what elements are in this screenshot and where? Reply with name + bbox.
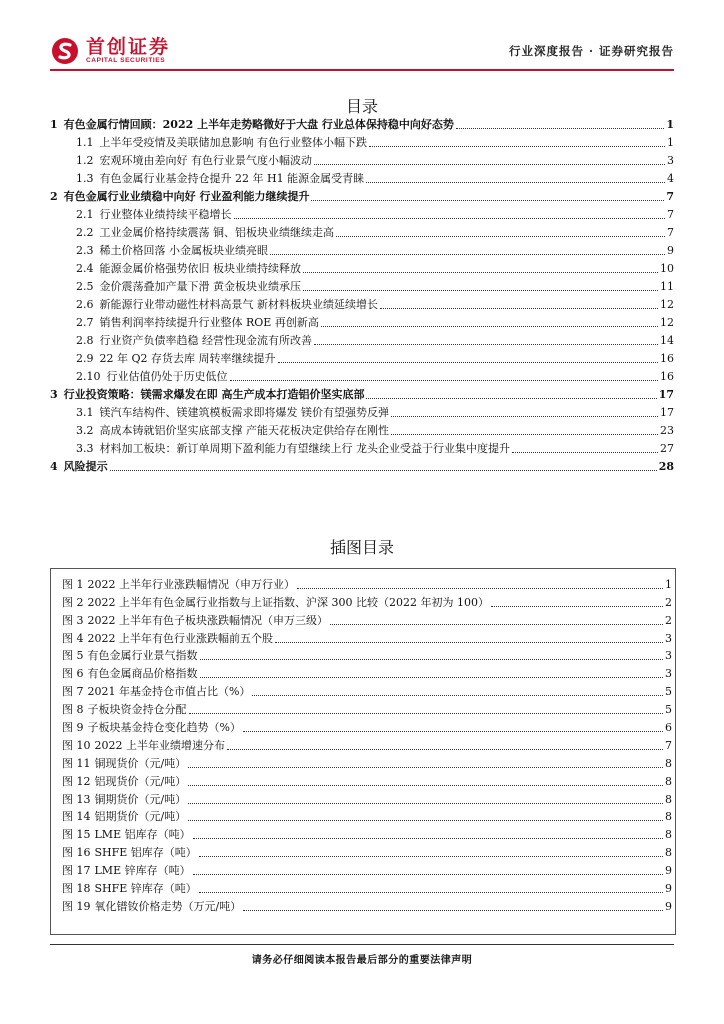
figure-entry[interactable] (62, 663, 672, 681)
toc-entry[interactable] (50, 312, 674, 330)
page-number: 17 (660, 406, 674, 419)
dot-leader (314, 164, 665, 165)
toc-entry-number: 3.2 (76, 424, 94, 437)
figure-number: 图 1 (62, 577, 84, 591)
dot-leader (456, 128, 664, 129)
page-number: 7 (665, 738, 672, 752)
toc-entry-title: 能源金属价格强势依旧 板块业绩持续释放 (99, 262, 301, 275)
page-number: 12 (660, 316, 674, 329)
page-number: 12 (660, 298, 674, 311)
toc-entry-number: 1.2 (76, 154, 94, 167)
page-number: 3 (665, 667, 672, 681)
toc-entry-title: 行业估值仍处于历史低位 (106, 370, 228, 383)
toc-entry-title: 稀土价格回落 小金属板块业绩亮眼 (99, 244, 268, 257)
dot-leader (188, 785, 663, 786)
page-header (50, 36, 674, 68)
toc-entry-number: 1.3 (76, 172, 94, 185)
page-number: 1 (665, 577, 672, 591)
dot-leader (270, 254, 665, 255)
figure-entry[interactable] (62, 771, 672, 789)
dot-leader (199, 856, 663, 857)
header-divider (50, 69, 674, 71)
toc-entry[interactable] (50, 366, 674, 384)
toc-entry[interactable] (50, 204, 674, 222)
figure-number: 图 11 (62, 756, 91, 770)
figure-entry[interactable] (62, 753, 672, 771)
page-number: 3 (667, 154, 674, 167)
toc-entry-number: 2.8 (76, 334, 94, 347)
page-number: 5 (665, 703, 672, 717)
toc-entry-title: 22 年 Q2 存货去库 周转率继续提升 (99, 352, 276, 365)
logo-s-icon (50, 36, 80, 66)
figure-number: 图 4 (62, 631, 84, 645)
figure-entry[interactable] (62, 592, 672, 610)
toc-entry-title: 有色金属行业基金持仓提升 22 年 H1 能源金属受青睐 (99, 172, 365, 185)
figure-title: 有色金属行业景气指数 (87, 649, 198, 663)
page-number: 1 (666, 118, 674, 131)
figure-number: 图 9 (62, 721, 84, 735)
figure-list (62, 574, 672, 914)
toc-entry-number: 3.3 (76, 442, 94, 455)
toc-entry-number: 4 (50, 460, 58, 473)
figure-number: 图 13 (62, 792, 91, 806)
figure-title: 2022 上半年业绩增速分布 (94, 738, 225, 752)
toc-entry[interactable] (50, 222, 674, 240)
dot-leader (380, 308, 658, 309)
dot-leader (491, 606, 663, 607)
page-number: 9 (665, 864, 672, 878)
figure-title: 2022 上半年有色子板块涨跌幅情况（申万三级） (87, 613, 328, 627)
page-number: 27 (660, 442, 674, 455)
figure-number: 图 12 (62, 774, 91, 788)
figure-number: 图 10 (62, 738, 91, 752)
toc-entry-title: 新能源行业带动磁性材料高景气 新材料板块业绩延续增长 (99, 298, 378, 311)
figure-number: 图 7 (62, 685, 84, 699)
page-number: 28 (658, 460, 674, 473)
dot-leader (252, 695, 663, 696)
dot-leader (330, 624, 663, 625)
dot-leader (391, 416, 658, 417)
figure-number: 图 16 (62, 846, 91, 860)
toc-entry-number: 3.1 (76, 406, 94, 419)
page-number: 2 (665, 595, 672, 609)
page-number: 16 (660, 352, 674, 365)
page-number: 9 (667, 244, 674, 257)
toc-entry[interactable] (50, 276, 674, 294)
toc-entry-number: 2.6 (76, 298, 94, 311)
page-number: 6 (665, 721, 672, 735)
figure-number: 图 5 (62, 649, 84, 663)
figure-entry[interactable] (62, 878, 672, 896)
toc-entry-number: 2.3 (76, 244, 94, 257)
dot-leader (188, 767, 663, 768)
figure-number: 图 6 (62, 667, 84, 681)
page-number: 16 (660, 370, 674, 383)
figure-title: SHFE 铝库存（吨） (94, 846, 197, 860)
dot-leader (314, 344, 658, 345)
toc-entry[interactable] (50, 258, 674, 276)
dot-leader (303, 290, 658, 291)
figure-entry[interactable] (62, 574, 672, 592)
page-number: 11 (660, 280, 674, 293)
dot-leader (275, 642, 663, 643)
toc-entry-title: 行业整体业绩持续平稳增长 (99, 208, 232, 221)
toc-entry-title: 有色金属行业业绩稳中向好 行业盈利能力继续提升 (63, 190, 310, 203)
figure-entry[interactable] (62, 896, 672, 914)
figure-title: 子板块基金持仓变化趋势（%） (87, 721, 241, 735)
toc-entry-title: 镁汽车结构件、镁建筑模板需求即将爆发 镁价有望强势反弹 (99, 406, 389, 419)
toc-entry-number: 2.7 (76, 316, 94, 329)
figure-title: SHFE 锌库存（吨） (94, 882, 197, 896)
figure-title: 铝期货价（元/吨） (94, 810, 187, 824)
toc-entry[interactable] (50, 240, 674, 258)
dot-leader (336, 236, 665, 237)
page-number: 5 (665, 685, 672, 699)
page-number: 8 (665, 828, 672, 842)
page-number: 7 (667, 226, 674, 239)
toc-entry[interactable] (50, 114, 674, 132)
toc-entry-title: 工业金属价格持续震荡 铜、铝板块业绩继续走高 (99, 226, 334, 239)
dot-leader (311, 200, 664, 201)
logo-english-name: CAPITAL SECURITIES (86, 57, 166, 64)
figure-number: 图 19 (62, 899, 91, 913)
page-number: 8 (665, 810, 672, 824)
dot-leader (366, 182, 665, 183)
page-number: 8 (665, 846, 672, 860)
dot-leader (303, 272, 658, 273)
toc-entry-number: 1.1 (76, 136, 94, 149)
dot-leader (234, 218, 666, 219)
toc-entry-title: 上半年受疫情及美联储加息影响 有色行业整体小幅下跌 (99, 136, 367, 149)
dot-leader (369, 146, 665, 147)
dot-leader (200, 659, 664, 660)
toc-entry-number: 2.9 (76, 352, 94, 365)
logo-chinese-name: 首创证券 (86, 36, 171, 58)
page-number: 17 (658, 388, 674, 401)
toc-entry[interactable] (50, 438, 674, 456)
toc-entry-number: 2.1 (76, 208, 94, 221)
figure-title: 子板块资金持仓分配 (87, 703, 187, 717)
table-of-contents (50, 114, 674, 474)
figure-title: 氧化镨钕价格走势（万元/吨） (94, 899, 242, 913)
toc-entry-number: 2.2 (76, 226, 94, 239)
dot-leader (200, 677, 664, 678)
toc-entry[interactable] (50, 294, 674, 312)
page-number: 8 (665, 756, 672, 770)
toc-entry-title: 金价震荡叠加产量下滑 黄金板块业绩承压 (99, 280, 301, 293)
figure-entry[interactable] (62, 717, 672, 735)
dot-leader (366, 398, 656, 399)
page-number: 7 (667, 208, 674, 221)
figure-title: 铜期货价（元/吨） (94, 792, 187, 806)
toc-entry-title: 宏观环境由差向好 有色行业景气度小幅波动 (99, 154, 312, 167)
dot-leader (110, 470, 657, 471)
figure-number: 图 15 (62, 828, 91, 842)
page-number: 10 (660, 262, 674, 275)
toc-entry[interactable] (50, 132, 674, 150)
figure-entry[interactable] (62, 842, 672, 860)
page-number: 4 (667, 172, 674, 185)
page-number: 7 (666, 190, 674, 203)
toc-entry-title: 高成本铸就铝价坚实底部支撑 产能天花板决定供给存在刚性 (99, 424, 389, 437)
dot-leader (188, 803, 663, 804)
toc-entry-number: 2.4 (76, 262, 94, 275)
dot-leader (278, 362, 659, 363)
figure-entry[interactable] (62, 807, 672, 825)
figure-entry[interactable] (62, 646, 672, 664)
figure-entry[interactable] (62, 860, 672, 878)
page-number: 9 (665, 899, 672, 913)
page-number: 3 (665, 649, 672, 663)
page-number: 23 (660, 424, 674, 437)
figure-title: 2021 年基金持仓市值占比（%） (87, 685, 251, 699)
page-number: 8 (665, 774, 672, 788)
company-logo (50, 36, 170, 66)
figure-entry[interactable] (62, 681, 672, 699)
toc-entry-number: 3 (50, 388, 58, 401)
page-number: 9 (665, 882, 672, 896)
dot-leader (199, 892, 663, 893)
figure-title: 有色金属商品价格指数 (87, 667, 198, 681)
figure-number: 图 8 (62, 703, 84, 717)
toc-entry[interactable] (50, 168, 674, 186)
toc-entry-title: 风险提示 (63, 460, 108, 473)
dot-leader (391, 434, 658, 435)
figure-entry[interactable] (62, 628, 672, 646)
figure-number: 图 17 (62, 864, 91, 878)
figure-number: 图 14 (62, 810, 91, 824)
legal-notice: 请务必仔细阅读本报告最后部分的重要法律声明 (251, 955, 473, 966)
toc-entry-number: 2.5 (76, 280, 94, 293)
toc-entry-number: 2.10 (76, 370, 101, 383)
toc-title: 目录 (345, 97, 378, 116)
toc-entry-number: 1 (50, 118, 58, 131)
dot-leader (243, 731, 663, 732)
toc-entry-title: 有色金属行情回顾：2022 上半年走势略微好于大盘 行业总体保持稳中向好态势 (63, 118, 454, 131)
report-type-label: 行业深度报告 · 证券研究报告 (508, 44, 674, 58)
toc-entry[interactable] (50, 348, 674, 366)
footer-divider (50, 944, 674, 945)
dot-leader (297, 588, 663, 589)
dot-leader (512, 452, 658, 453)
dot-leader (193, 838, 663, 839)
dot-leader (230, 380, 659, 381)
figure-entry[interactable] (62, 735, 672, 753)
toc-entry-title: 材料加工板块：新订单周期下盈利能力有望继续上行 龙头企业受益于行业集中度提升 (99, 442, 510, 455)
figure-entry[interactable] (62, 699, 672, 717)
figure-number: 图 2 (62, 595, 84, 609)
dot-leader (227, 749, 663, 750)
figure-title: 2022 上半年行业涨跌幅情况（申万行业） (87, 577, 295, 591)
dot-leader (193, 874, 663, 875)
toc-entry-title: 行业资产负债率趋稳 经营性现金流有所改善 (99, 334, 312, 347)
toc-entry[interactable] (50, 384, 674, 402)
figure-entry[interactable] (62, 610, 672, 628)
figure-number: 图 3 (62, 613, 84, 627)
figure-title: 铜现货价（元/吨） (94, 756, 187, 770)
toc-entry[interactable] (50, 402, 674, 420)
figure-title: LME 铝库存（吨） (94, 828, 191, 842)
page-number: 1 (667, 136, 674, 149)
dot-leader (243, 910, 663, 911)
dot-leader (321, 326, 658, 327)
toc-entry[interactable] (50, 330, 674, 348)
figure-entry[interactable] (62, 789, 672, 807)
figure-title: 铝现货价（元/吨） (94, 774, 187, 788)
figure-number: 图 18 (62, 882, 91, 896)
figure-title: 2022 上半年有色行业涨跌幅前五个股 (87, 631, 273, 645)
dot-leader (188, 820, 663, 821)
toc-entry[interactable] (50, 420, 674, 438)
page-number: 8 (665, 792, 672, 806)
figure-title: 2022 上半年有色金属行业指数与上证指数、沪深 300 比较（2022 年初为 100） (87, 595, 489, 609)
page-number: 2 (665, 613, 672, 627)
toc-entry-number: 2 (50, 190, 58, 203)
toc-entry-title: 行业投资策略：镁需求爆发在即 高生产成本打造铝价坚实底部 (63, 388, 365, 401)
toc-entry[interactable] (50, 186, 674, 204)
figure-title: LME 锌库存（吨） (94, 864, 191, 878)
page-number: 14 (660, 334, 674, 347)
figure-list-title: 插图目录 (329, 538, 394, 557)
figure-entry[interactable] (62, 824, 672, 842)
toc-entry[interactable] (50, 456, 674, 474)
toc-entry-title: 销售利润率持续提升行业整体 ROE 再创新高 (99, 316, 319, 329)
page-number: 3 (665, 631, 672, 645)
toc-entry[interactable] (50, 150, 674, 168)
dot-leader (189, 713, 664, 714)
